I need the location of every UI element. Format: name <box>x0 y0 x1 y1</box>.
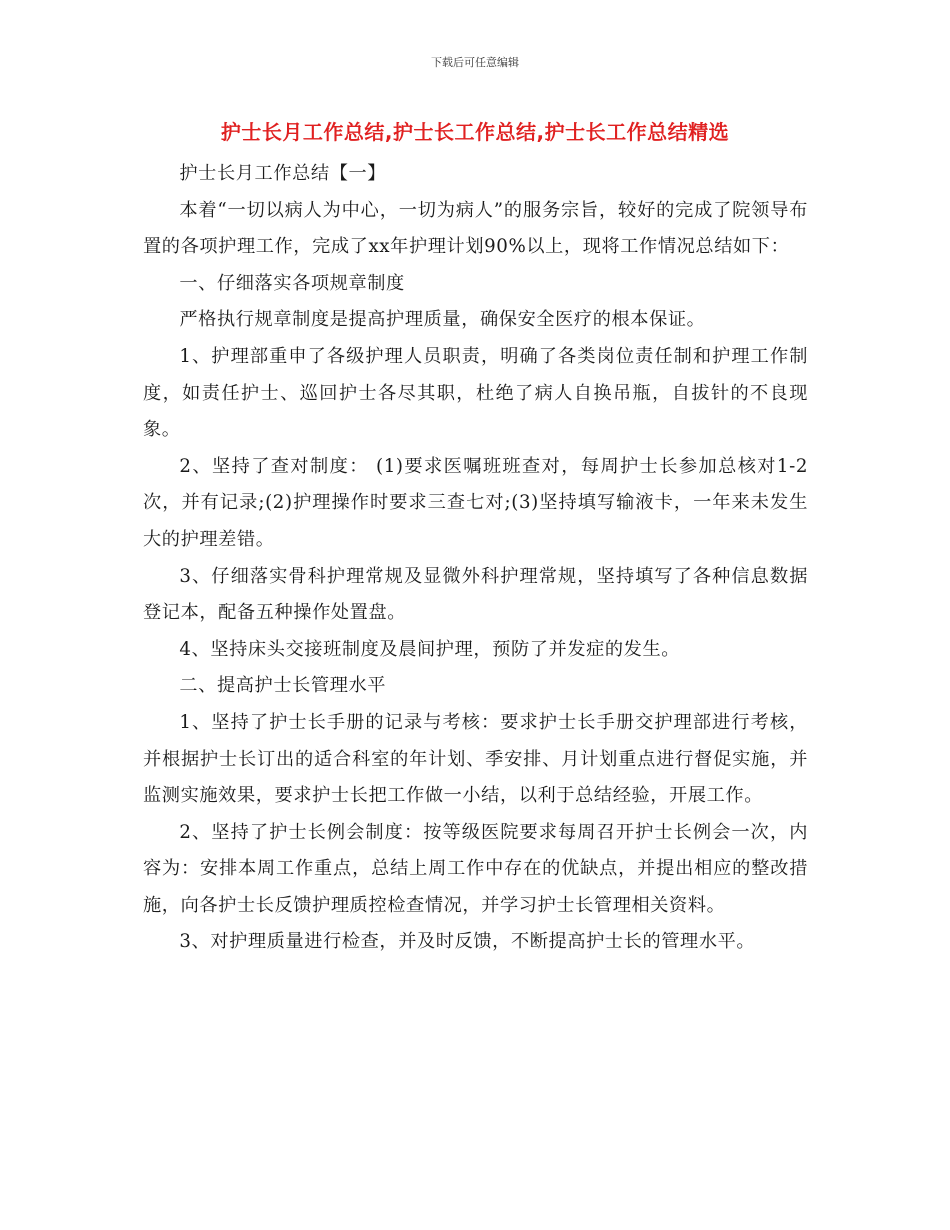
subtitle: 护士长月工作总结【一】 <box>179 163 387 184</box>
paragraph: 3、对护理质量进行检查，并及时反馈，不断提高护士长的管理水平。 <box>179 931 756 953</box>
document-title: 护士长月工作总结,护士长工作总结,护士长工作总结精选 <box>220 120 730 144</box>
paragraph: 1、坚持了护士长手册的记录与考核：要求护士长手册交护理部进行考核，并根据护士长订出的适合科室的年计划、季安排、月计划重点进行督促实施，并监测实施效果，要求护士长把工作做一小结，以利于总结经验，开展工作。 <box>143 711 808 807</box>
paragraph: 4、坚持床头交接班制度及晨间护理，预防了并发症的发生。 <box>179 638 681 660</box>
header-note: 下载后可任意编辑 <box>431 56 519 69</box>
paragraph: 3、仔细落实骨科护理常规及显微外科护理常规，坚持填写了各种信息数据登记本，配备五种操作处置盘。 <box>143 565 808 624</box>
document-body <box>143 156 808 961</box>
paragraph: 1、护理部重申了各级护理人员职责，明确了各类岗位责任制和护理工作制度，如责任护士、巡回护士各尽其职，杜绝了病人自换吊瓶，自拔针的不良现象。 <box>143 345 808 441</box>
section-heading: 一、仔细落实各项规章制度 <box>179 272 405 294</box>
section-heading: 二、提高护士长管理水平 <box>179 675 387 697</box>
paragraph: 本着“一切以病人为中心，一切为病人”的服务宗旨，较好的完成了院领导布置的各项护理工作，完成了xx年护理计划90%以上，现将工作情况总结如下： <box>143 199 808 258</box>
paragraph: 2、坚持了护士长例会制度：按等级医院要求每周召开护士长例会一次，内容为：安排本周工作重点，总结上周工作中存在的优缺点，并提出相应的整改措施，向各护士长反馈护理质控检查情况，并学习护士长管理相关资料。 <box>143 821 808 916</box>
paragraph: 严格执行规章制度是提高护理质量，确保安全医疗的根本保证。 <box>179 309 706 331</box>
paragraph: 2、坚持了查对制度： (1)要求医嘱班班查对，每周护士长参加总核对1-2次，并有记录;(2)护理操作时要求三查七对;(3)坚持填写输液卡，一年来未发生大的护理差错。 <box>143 455 808 550</box>
